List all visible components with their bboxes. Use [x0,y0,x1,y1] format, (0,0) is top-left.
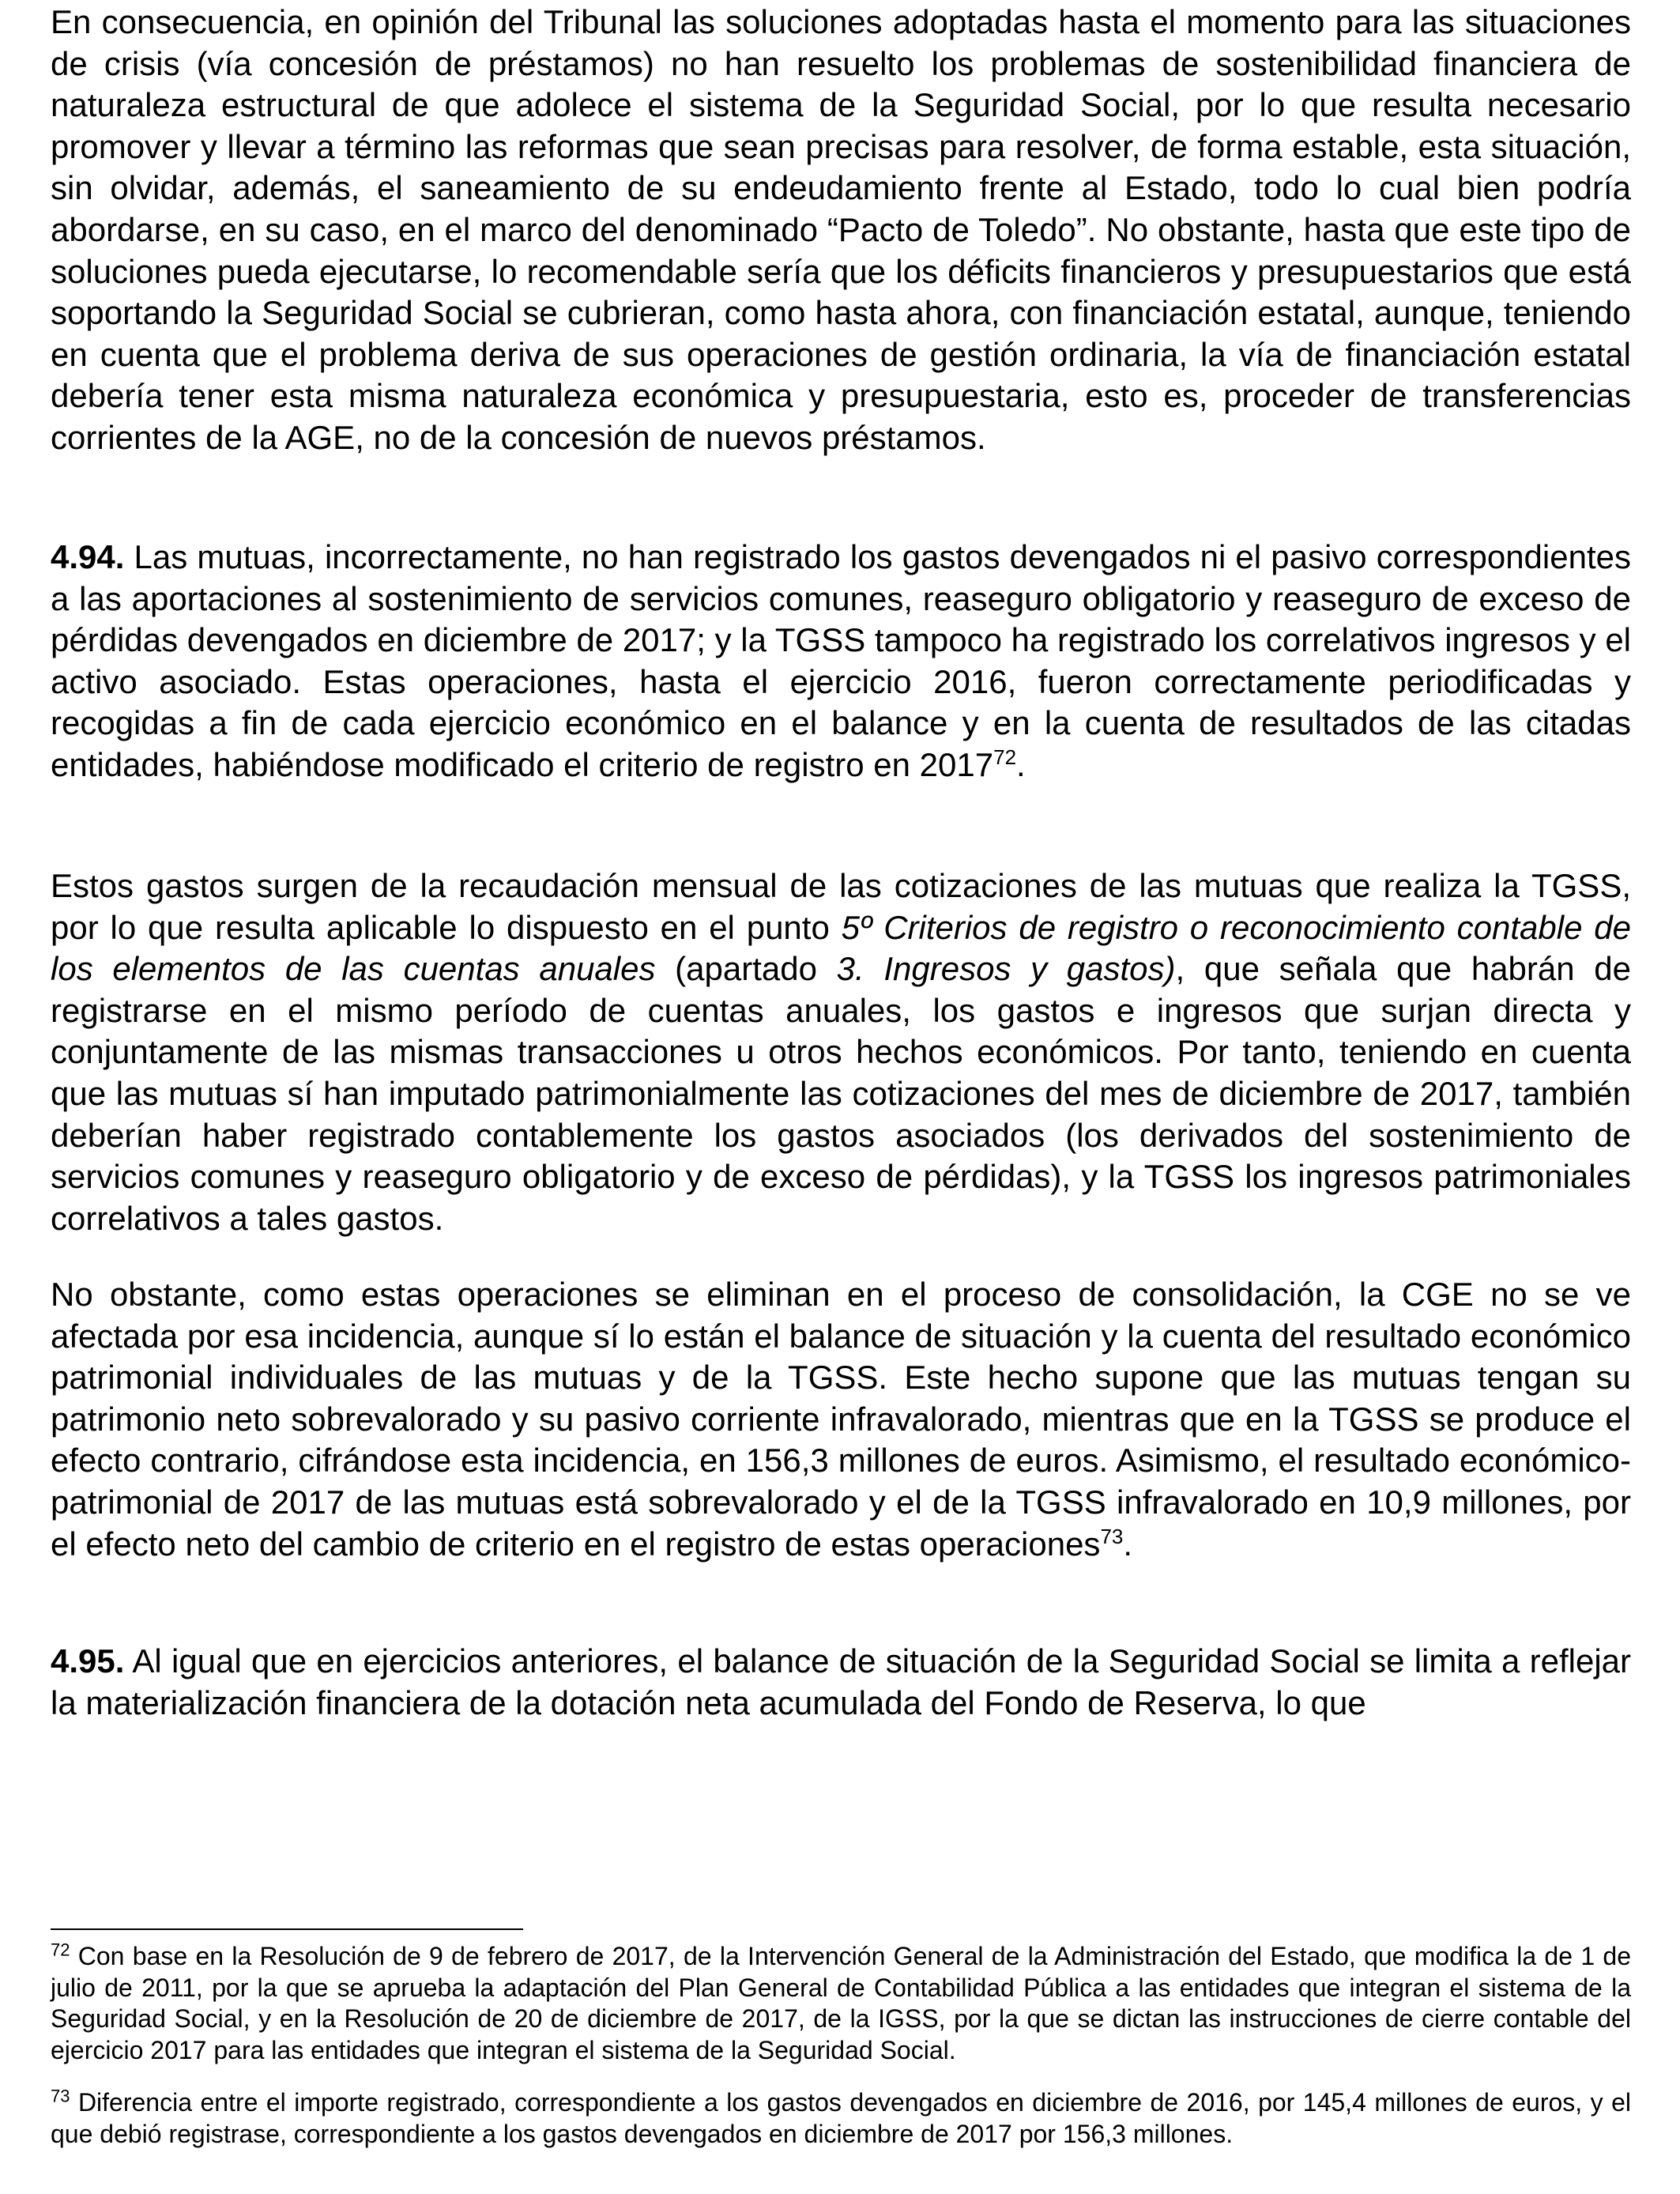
footnote-text: Con base en la Resolución de 9 de febrero de 2017, de la Intervención General de la Administración del Estado, que modifica la de 1 de julio de 2011, por la que se aprueba la adaptación del Plan General de Contabilidad Pública a las entidades que integran el sistema de la Seguridad Social, y en la Resolución de 20 de diciembre de 2017, de la IGSS, por la que se dictan las instrucciones de cierre contable del ejercicio 2017 para las entidades que integran el sistema de la Seguridad Social. [51,1942,1631,2064]
paragraph-text: Al igual que en ejercicios anteriores, el balance de situación de la Seguridad Social se limita a reflejar la materialización financiera de la dotación neta acumulada del Fondo de Reserva, lo que [51,1642,1631,1721]
paragraph-consolidacion [51,1274,1631,1565]
footnote-73 [51,2087,1631,2150]
paragraph-text: Estos gastos surgen de la recaudación mensual de las cotizaciones de las mutuas que realiza la TGSS, por lo que resulta aplicable lo dispuesto en el punto [51,867,1631,946]
footnote-text: Diferencia entre el importe registrado, correspondiente a los gastos devengados en diciembre de 2016, por 145,4 millones de euros, y el que debió registrase, correspondiente a los gastos devengados en diciembre de 2017 por 156,3 millones. [51,2088,1631,2148]
paragraph-4-95 [51,1641,1631,1724]
criteria-reference: 5º Criterios de registro o reconocimiento contable de los elementos de las cuentas anuales [51,908,1631,988]
paragraph-number: 4.94. [51,538,125,575]
footnote-72 [51,1941,1631,2066]
footnote-marker: 73 [51,2086,70,2106]
paragraph-conclusion [51,2,1631,459]
footnote-ref-73[interactable]: 73 [1100,1524,1124,1548]
paragraph-gastos [51,865,1631,1239]
paragraph-text: , que señala que habrán de registrarse en el mismo período de cuentas anuales, los gastos e ingresos que surjan directa y conjuntamente de las mismas transacciones u otros hechos económicos. Por tanto, teniendo en cuenta que las mutuas sí han imputado patrimonialmente las cotizaciones del mes de diciembre de 2017, también deberían haber registrado contablemente los gastos asociados (los derivados del sostenimiento de servicios comunes y reaseguro obligatorio y de exceso de pérdidas), y la TGSS los ingresos patrimoniales correlativos a tales gastos. [51,950,1631,1237]
paragraph-text: En consecuencia, en opinión del Tribunal las soluciones adoptadas hasta el momento para las situaciones de crisis (vía concesión de préstamos) no han resuelto los problemas de sostenibilidad financiera de naturaleza estructural de que adolece el sistema de la Seguridad Social, por lo que resulta necesario promover y llevar a término las reformas que sean precisas para resolver, de forma estable, esta situación, sin olvidar, además, el saneamiento de su endeudamiento frente al Estado, todo lo cual bien podría abordarse, en su caso, en el marco del denominado “Pacto de Toledo”. No obstante, hasta que este tipo de soluciones pueda ejecutarse, lo recomendable sería que los déficits financieros y presupuestarios que está soportando la Seguridad Social se cubrieran, como hasta ahora, con financiación estatal, aunque, teniendo en cuenta que el problema deriva de sus operaciones de gestión ordinaria, la vía de financiación estatal debería tener esta misma naturaleza económica y presupuestaria, esto es, proceder de transferencias corrientes de la AGE, no de la concesión de nuevos préstamos. [51,3,1631,456]
paragraph-text: Las mutuas, incorrectamente, no han registrado los gastos devengados ni el pasivo correspondientes a las aportaciones al sostenimiento de servicios comunes, reaseguro obligatorio y reaseguro de exceso de pérdidas devengados en diciembre de 2017; y la TGSS tampoco ha registrado los correlativos ingresos y el activo asociado. Estas operaciones, hasta el ejercicio 2016, fueron correctamente periodificadas y recogidas a fin de cada ejercicio económico en el balance y en la cuenta de resultados de las citadas entidades, habiéndose modificado el criterio de registro en 2017 [51,538,1632,783]
footnote-marker: 72 [51,1940,70,1960]
paragraph-text: (apartado [655,950,837,988]
paragraph-4-94 [51,537,1631,786]
paragraph-end: . [1123,1525,1133,1563]
footnote-ref-72[interactable]: 72 [993,745,1017,769]
footnote-separator [51,1928,523,1930]
paragraph-end: . [1016,745,1026,783]
paragraph-number: 4.95. [51,1642,125,1679]
paragraph-text: No obstante, como estas operaciones se eliminan en el proceso de consolidación, la CGE no se ve afectada por esa incidencia, aunque sí lo están el balance de situación y la cuenta del resultado económico patrimonial individuales de las mutuas y de la TGSS. Este hecho supone que las mutuas tengan su patrimonio neto sobrevalorado y su pasivo corriente infravalorado, mientras que en la TGSS se produce el efecto contrario, cifrándose esta incidencia, en 156,3 millones de euros. Asimismo, el resultado económico-patrimonial de 2017 de las mutuas está sobrevalorado y el de la TGSS infravalorado en 10,9 millones, por el efecto neto del cambio de criterio en el registro de estas operaciones [51,1276,1631,1563]
section-reference: 3. Ingresos y gastos) [836,950,1176,988]
